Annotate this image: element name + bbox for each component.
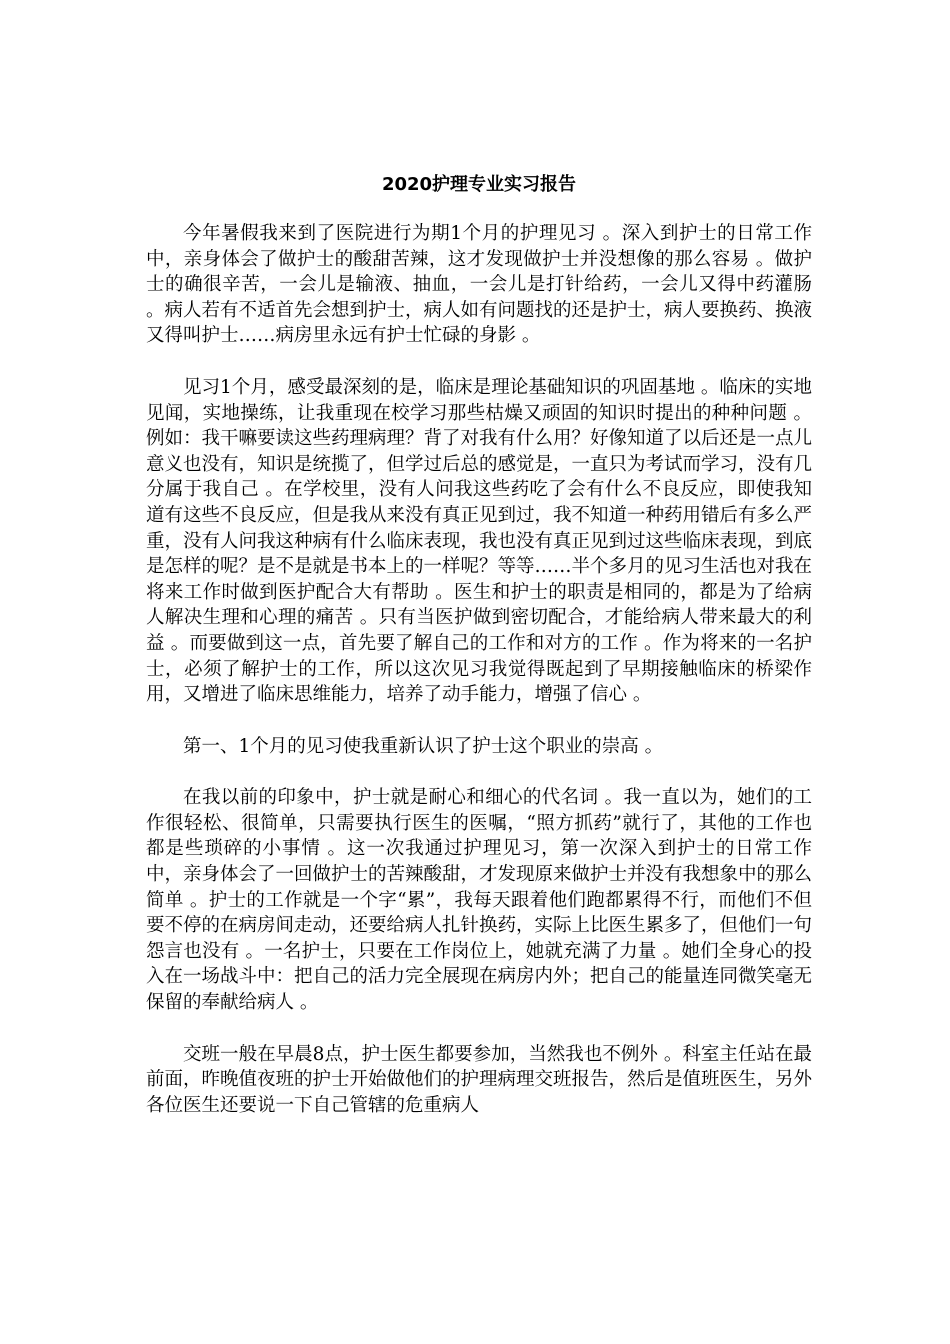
document-body <box>146 171 812 1144</box>
document-title: 2020护理专业实习报告 <box>381 174 577 195</box>
paragraph-2: 见习1个月，感受最深刻的是，临床是理论基础知识的巩固基地 。临床的实地见闻，实地操练，让我重现在校学习那些枯燥又顽固的知识时提出的种种问题 。例如：我干嘛要读这些药理病理？背了对我有什么用？好像知道了以后还是一点儿意义也没有，知识是统揽了，但学过后总的感觉是，一直只为考试而学习，没有几分属于我自己 。在学校里，没有人问我这些药吃了会有什么不良反应，即使我知道有这些不良反应，但是我从来没有真正见到过，我不知道一种药用错后有多么严重，没有人问我这种病有什么临床表现，我也没有真正见到过这些临床表现，到底是怎样的呢？是不是就是书本上的一样呢？等等……半个多月的见习生活也对我在将来工作时做到医护配合大有帮助 。医生和护士的职责是相同的，都是为了给病人解决生理和心理的痛苦 。只有当医护做到密切配合，才能给病人带来最大的利益 。而要做到这一点，首先要了解自己的工作和对方的工作 。作为将来的一名护士，必须了解护士的工作，所以这次见习我觉得既起到了早期接触临床的桥梁作用，又增进了临床思维能力，培养了动手能力，增强了信心 。 <box>146 376 813 706</box>
paragraph-1: 今年暑假我来到了医院进行为期1个月的护理见习 。深入到护士的日常工作中，亲身体会了做护士的酸甜苦辣，这才发现做护士并没想像的那么容易 。做护士的确很辛苦，一会儿是输液、抽血，一会儿是打针给药，一会儿又得中药灌肠 。病人若有不适首先会想到护士，病人如有问题找的还是护士，病人要换药、换液又得叫护士……病房里永远有护士忙碌的身影 。 <box>146 223 813 347</box>
paragraph-4: 在我以前的印象中，护士就是耐心和细心的代名词 。我一直以为，她们的工作很轻松、很简单，只需要执行医生的医嘱，“照方抓药”就行了，其他的工作也都是些琐碎的小事情 。这一次我通过护理见习，第一次深入到护士的日常工作中，亲身体会了一回做护士的苦辣酸甜，才发现原来做护士并没有我想象中的那么简单 。护士的工作就是一个字“累”，我每天跟着他们跑都累得不行，而他们不但要不停的在病房间走动，还要给病人扎针换药，实际上比医生累多了，但他们一句怨言也没有 。一名护士，只要在工作岗位上，她就充满了力量 。她们全身心的投入在一场战斗中：把自己的活力完全展现在病房内外；把自己的能量连同微笑毫无保留的奉献给病人 。 <box>146 787 813 1014</box>
paragraph-3: 第一、1个月的见习使我重新认识了护士这个职业的崇高 。 <box>183 735 664 757</box>
paragraph-5: 交班一般在早晨8点，护士医生都要参加，当然我也不例外 。科室主任站在最前面，昨晚值夜班的护士开始做他们的护理病理交班报告，然后是值班医生，另外各位医生还要说一下自己管辖的危重病人 <box>146 1043 813 1116</box>
